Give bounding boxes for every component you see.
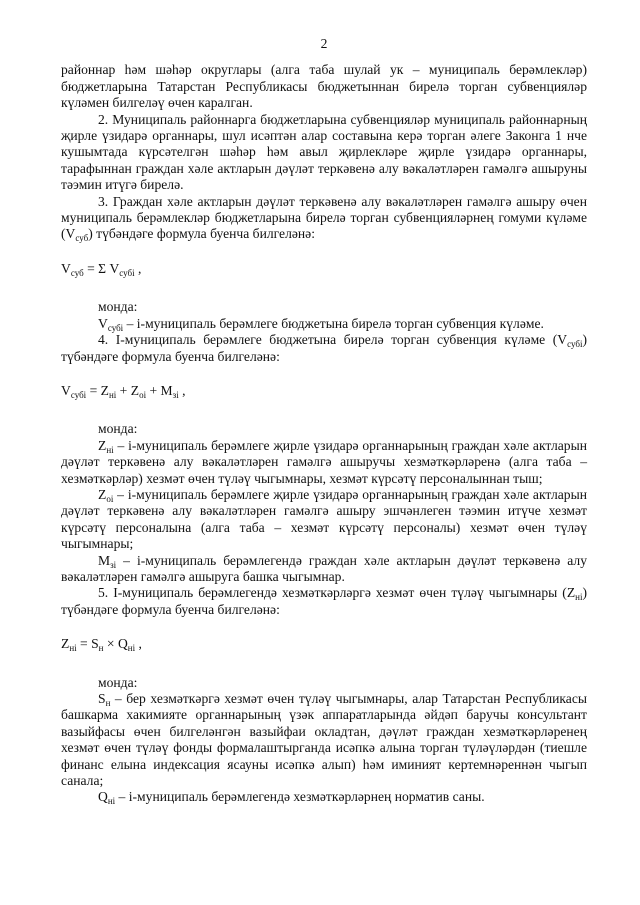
paragraph-continuation: районнар һәм шәһәр округлары (алга таба шулай ук – муниципаль берәмлекләр) бюджетларына Татарстан Республикасы бюджетыннан бирелә торган субвенцияләр күләмен билгеләү өчен каралган. xyxy=(61,62,587,111)
where-label-1: монда: xyxy=(98,299,138,315)
definition-m-zi: $M_{зi}$ – i-муниципаль берәмлегендә граждан хәле актларын дәүләт теркәвенә алу вәкаләтләрен гамәлгә ашыруга башка чыгымнар. xyxy=(61,552,587,584)
definition-z-ni: $Z_{нi}$ – i-муниципаль берәмлеге җирле үзидарә органнарының граждан хәле актларын дәүләт теркәвенә алу вәкаләтләрен гамәлгә ашыручы хезмәткәрләренә (алга таба – хезмәткәрләр) хезмәт өчен түләү чыгымнары, хезмәт күрсәтү персоналыннан тыш; xyxy=(61,437,587,486)
paragraph-3: 3. Граждан хәле актларын дәүләт теркәвенә алу вәкаләтләрен гамәлгә ашыру өчен муниципаль берәмлекләр бюджетларына бирелә торган субвенцияләрнең гомуми күләме $(V_{суб})$ түбәндәге формула буенча билгеләнә: xyxy=(61,193,587,244)
where-label-3: монда: xyxy=(98,674,138,690)
paragraph-2: 2. Муниципаль районнарга бюджетларына субвенцияләр муниципаль районнарның җирле үзидарә органнары, шул исәптән алар составына керә торган әлеге Законга 1 нче кушымтада күрсәтелгән шәһәр һәм авыл җирлекләре җирле үзидарә органнары, тарафыннан граждан хәле актларын дәүләт теркәвенә алу вәкаләтләрен гамәлгә ашыруны тәэмин итүгә бирелә. xyxy=(61,111,587,193)
where-label-2: монда: xyxy=(98,421,138,437)
paragraph-5: 5. I-муниципаль берәмлегендә хезмәткәрләргә хезмәт өчен түләү чыгымнары $(Z_{нi})$ түбәндәге формула буенча билгеләнә: xyxy=(61,585,587,617)
paragraph-4: 4. I-муниципаль берәмлеге бюджетына бирелә торган субвенция күләме $(V_{субi})$ түбәндәге формула буенча билгеләнә: xyxy=(61,332,587,364)
definition-z-oi: $Z_{оi}$ – i-муниципаль берәмлеге җирле үзидарә органнарының граждан хәле актларын дәүләт теркәвенә алу вәкаләтләрен гамәлгә ашыру эшчәнлеген тәэмин итүче хезмәт күрсәтү персоналына (алга таба – хезмәт күрсәтү персоналы) хезмәт өчен түләү чыгымнары; xyxy=(61,486,587,552)
definition-s-n: $S_н$ – бер хезмәткәргә хезмәт өчен түләү чыгымнары, алар Татарстан Республикасы башкарма хакимияте органнарының үзәк аппаратларында әйдәп баручы консультант вазыйфасы өчен билгеләнгән вазыйфаи окладтан, дәүләт граждан хезмәткәрләренең хезмәт өчен түләү фонды формалаштырганда исәпкә алына торган түләүләрдән (тиешле финанс елына индексация ясауны исәпкә алып) һәм иминият кертемнәреннән чыгып санала; xyxy=(61,691,587,789)
formula-salary-costs: $Z_{нi} = S_н \times Q_{нi}$ , xyxy=(61,636,142,654)
page-number: 2 xyxy=(320,36,328,51)
formula-municipal-subvention: $V_{субi} = Z_{нi} + Z_{оi} + M_{зi}$ , xyxy=(61,382,186,400)
definition-v-subi: $V_{субi}$ – i-муниципаль берәмлеге бюджетына бирелә торган субвенция күләме. xyxy=(98,315,544,333)
definition-q-ni: $Q_{нi}$ – i-муниципаль берәмлегендә хезмәткәрләрнең норматив саны. xyxy=(98,789,485,807)
formula-total-subvention: $V_{суб} = \Sigma$ $V_{субi}$ , xyxy=(61,260,142,278)
